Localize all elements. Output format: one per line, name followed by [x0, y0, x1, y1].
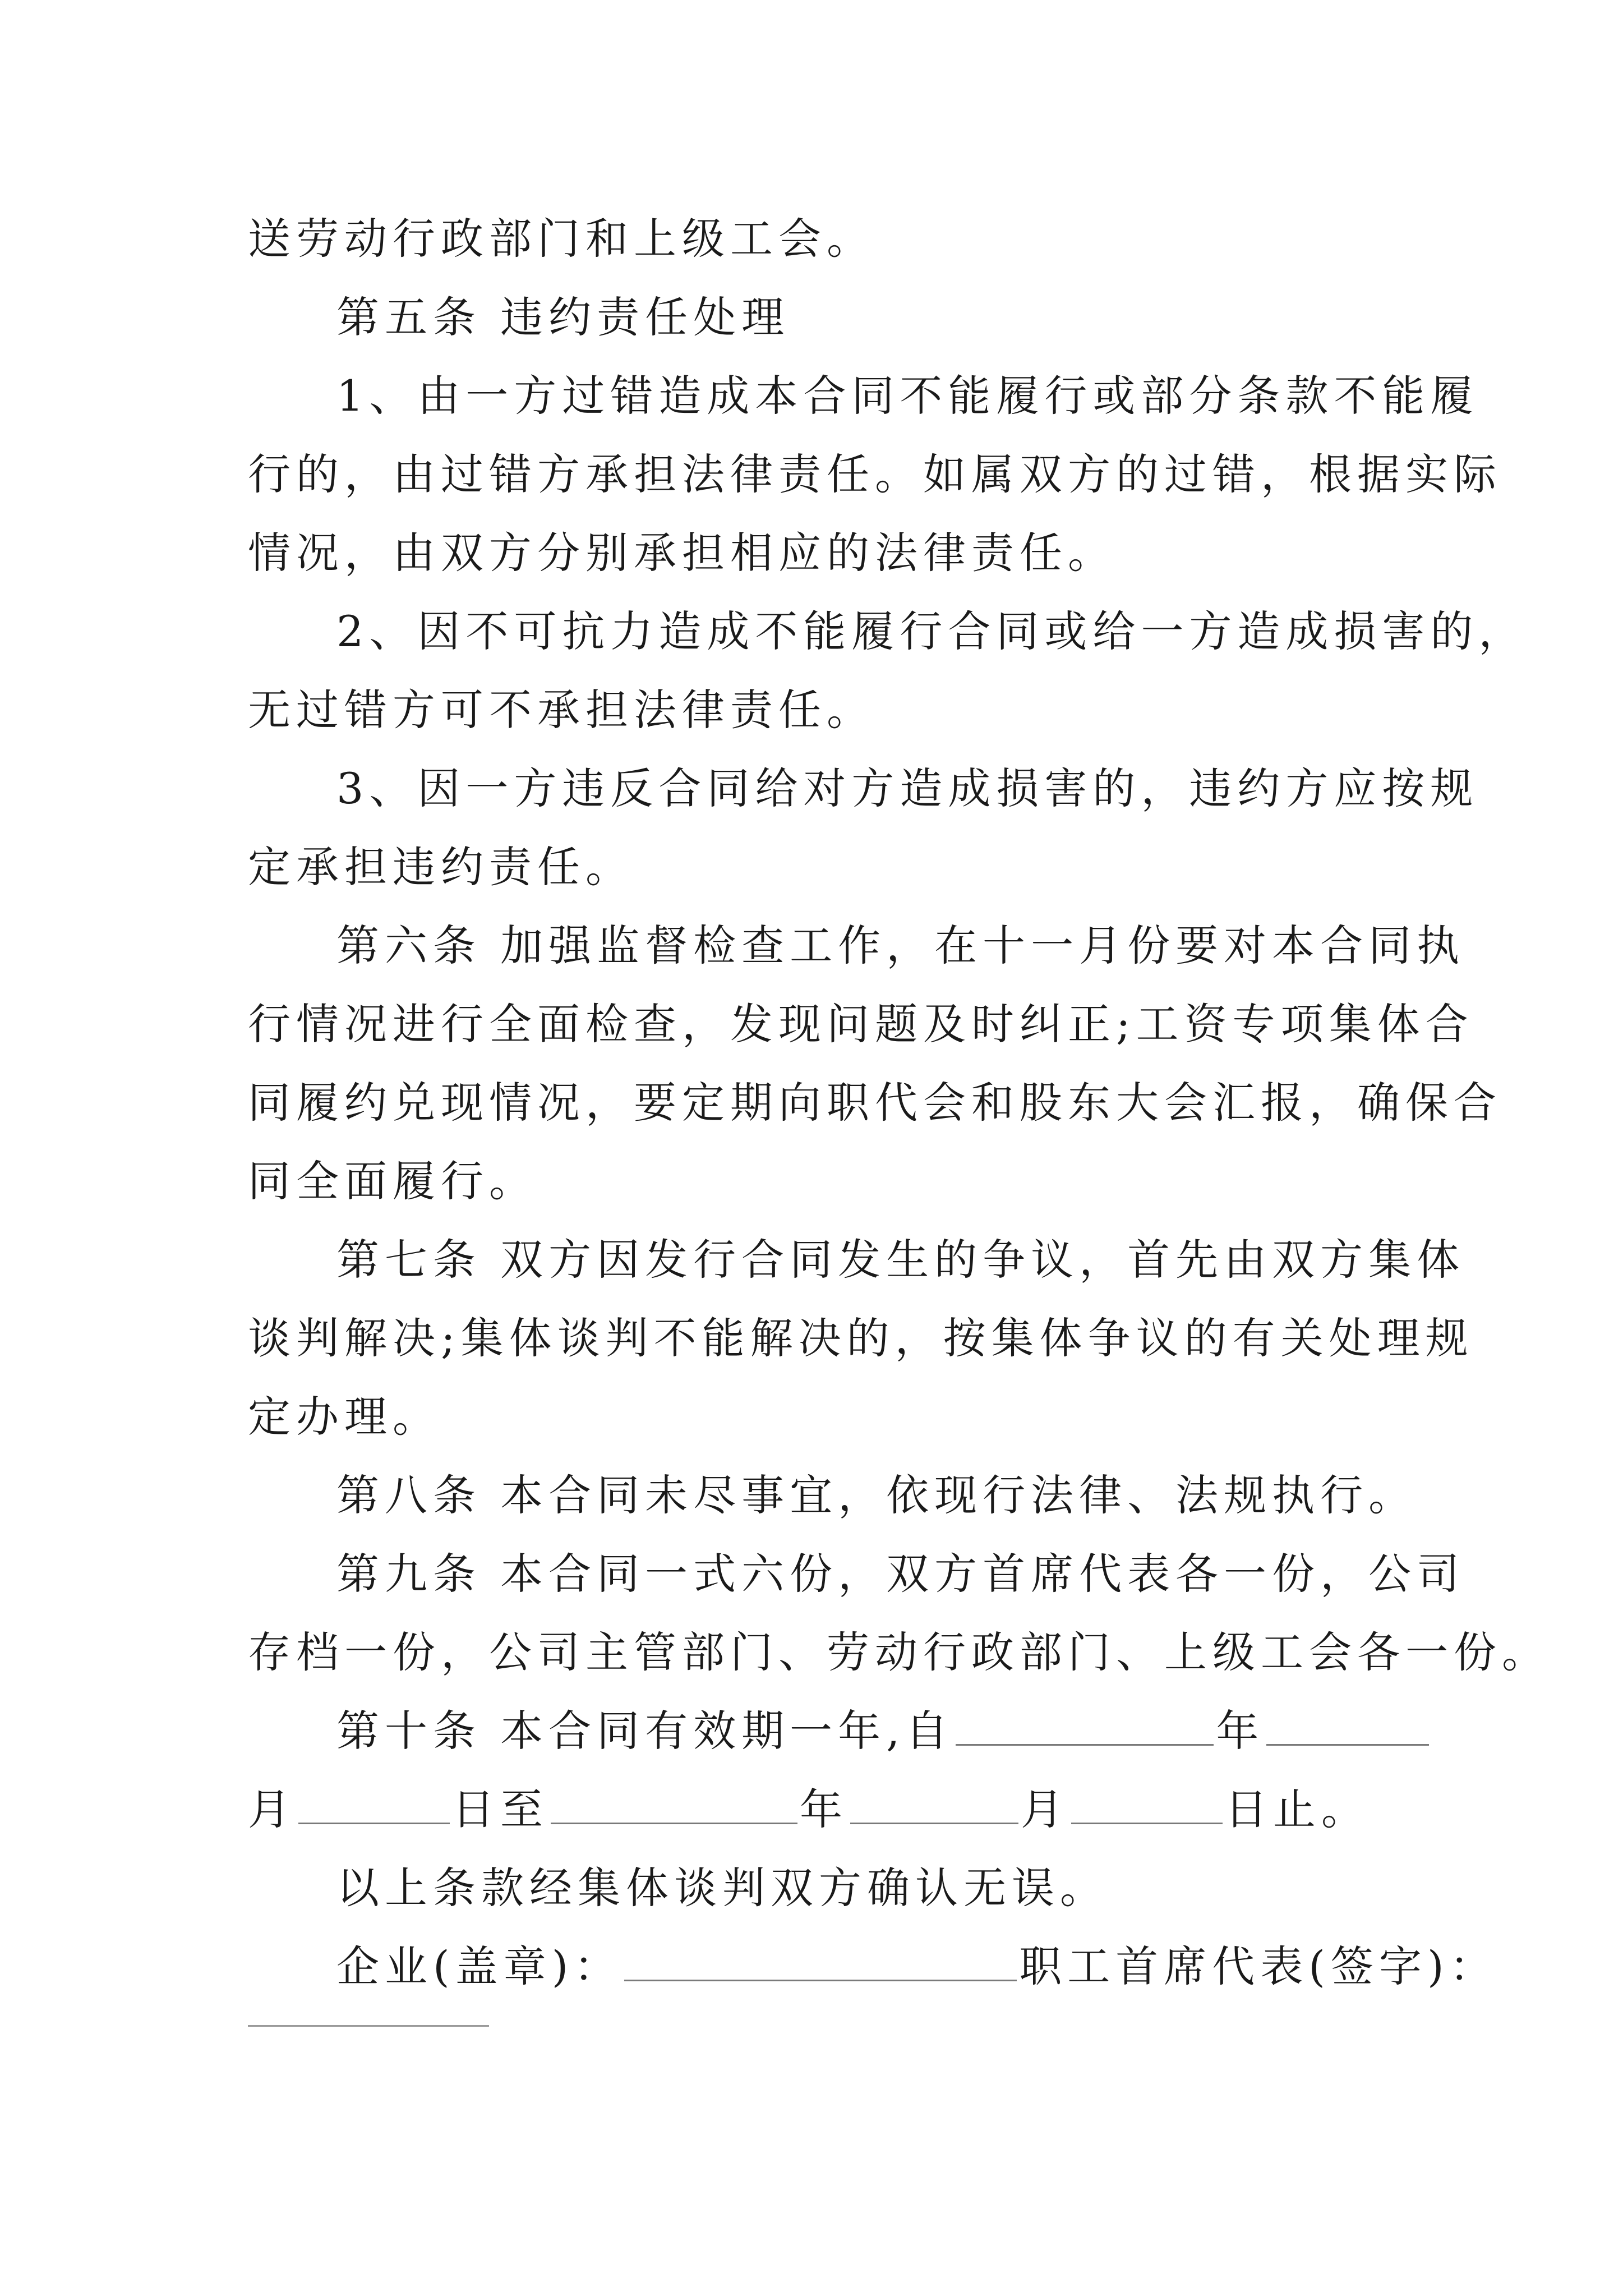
article-heading: 第五条 违约责任处理	[336, 292, 790, 342]
term-month-2: 月	[1021, 1784, 1069, 1834]
employee-rep-signature-label: 职工首席代表(签字)：	[1019, 1941, 1498, 1991]
paragraph-line: 定办理。	[248, 1392, 441, 1442]
enterprise-seal-label: 企业(盖章)：	[336, 1941, 623, 1991]
article-paragraph: 第六条 加强监督检查工作，在十一月份要对本合同执	[336, 921, 1465, 970]
end-year-blank	[551, 1783, 797, 1824]
paragraph-line: 无过错方可不承担法律责任。	[248, 685, 875, 735]
paragraph-line: 行的，由过错方承担法律责任。如属双方的过错，根据实际	[248, 449, 1502, 499]
paragraph-line: 1、由一方过错造成本合同不能履行或部分条款不能履	[336, 371, 1479, 421]
end-month-blank	[850, 1783, 1018, 1824]
term-month-1: 月	[248, 1784, 296, 1834]
start-month-blank	[1266, 1705, 1429, 1746]
paragraph-line: 情况，由双方分别承担相应的法律责任。	[248, 528, 1116, 578]
term-line-1	[336, 1692, 1431, 1770]
paragraph-line: 谈判解决;集体谈判不能解决的，按集体争议的有关处理规	[248, 1313, 1474, 1363]
paragraph-line: 同全面履行。	[248, 1156, 537, 1206]
article-paragraph: 第七条 双方因发行合同发生的争议，首先由双方集体	[336, 1235, 1465, 1285]
article-paragraph: 第九条 本合同一式六份，双方首席代表各一份，公司	[336, 1549, 1465, 1599]
confirmation-line: 以上条款经集体谈判双方确认无误。	[336, 1863, 1108, 1913]
employee-rep-signature-blank	[248, 2025, 489, 2027]
paragraph-line: 存档一份，公司主管部门、劳动行政部门、上级工会各一份。	[248, 1627, 1550, 1677]
enterprise-seal-blank	[624, 1940, 1017, 1981]
paragraph-line: 定承担违约责任。	[248, 842, 634, 892]
start-year-blank	[956, 1705, 1214, 1746]
article-paragraph: 第八条 本合同未尽事宜，依现行法律、法规执行。	[336, 1470, 1417, 1520]
start-day-blank	[298, 1783, 450, 1824]
signature-line	[336, 1927, 1498, 2006]
term-year-2: 年	[800, 1784, 848, 1834]
paragraph-line: 送劳动行政部门和上级工会。	[248, 214, 875, 264]
paragraph-line: 2、因不可抗力造成不能履行合同或给一方造成损害的，	[336, 606, 1527, 656]
paragraph-line: 同履约兑现情况，要定期向职代会和股东大会汇报，确保合	[248, 1078, 1502, 1128]
term-prefix: 第十条 本合同有效期一年,自	[336, 1706, 954, 1756]
end-day-blank	[1071, 1783, 1223, 1824]
term-day-1: 日至	[452, 1784, 548, 1834]
paragraph-line: 3、因一方违反合同给对方造成损害的，违约方应按规	[336, 763, 1479, 813]
term-year-1: 年	[1216, 1706, 1265, 1756]
term-line-2	[248, 1770, 1370, 1849]
paragraph-line: 行情况进行全面检查，发现问题及时纠正;工资专项集体合	[248, 999, 1474, 1049]
term-day-2: 日止。	[1225, 1784, 1370, 1834]
